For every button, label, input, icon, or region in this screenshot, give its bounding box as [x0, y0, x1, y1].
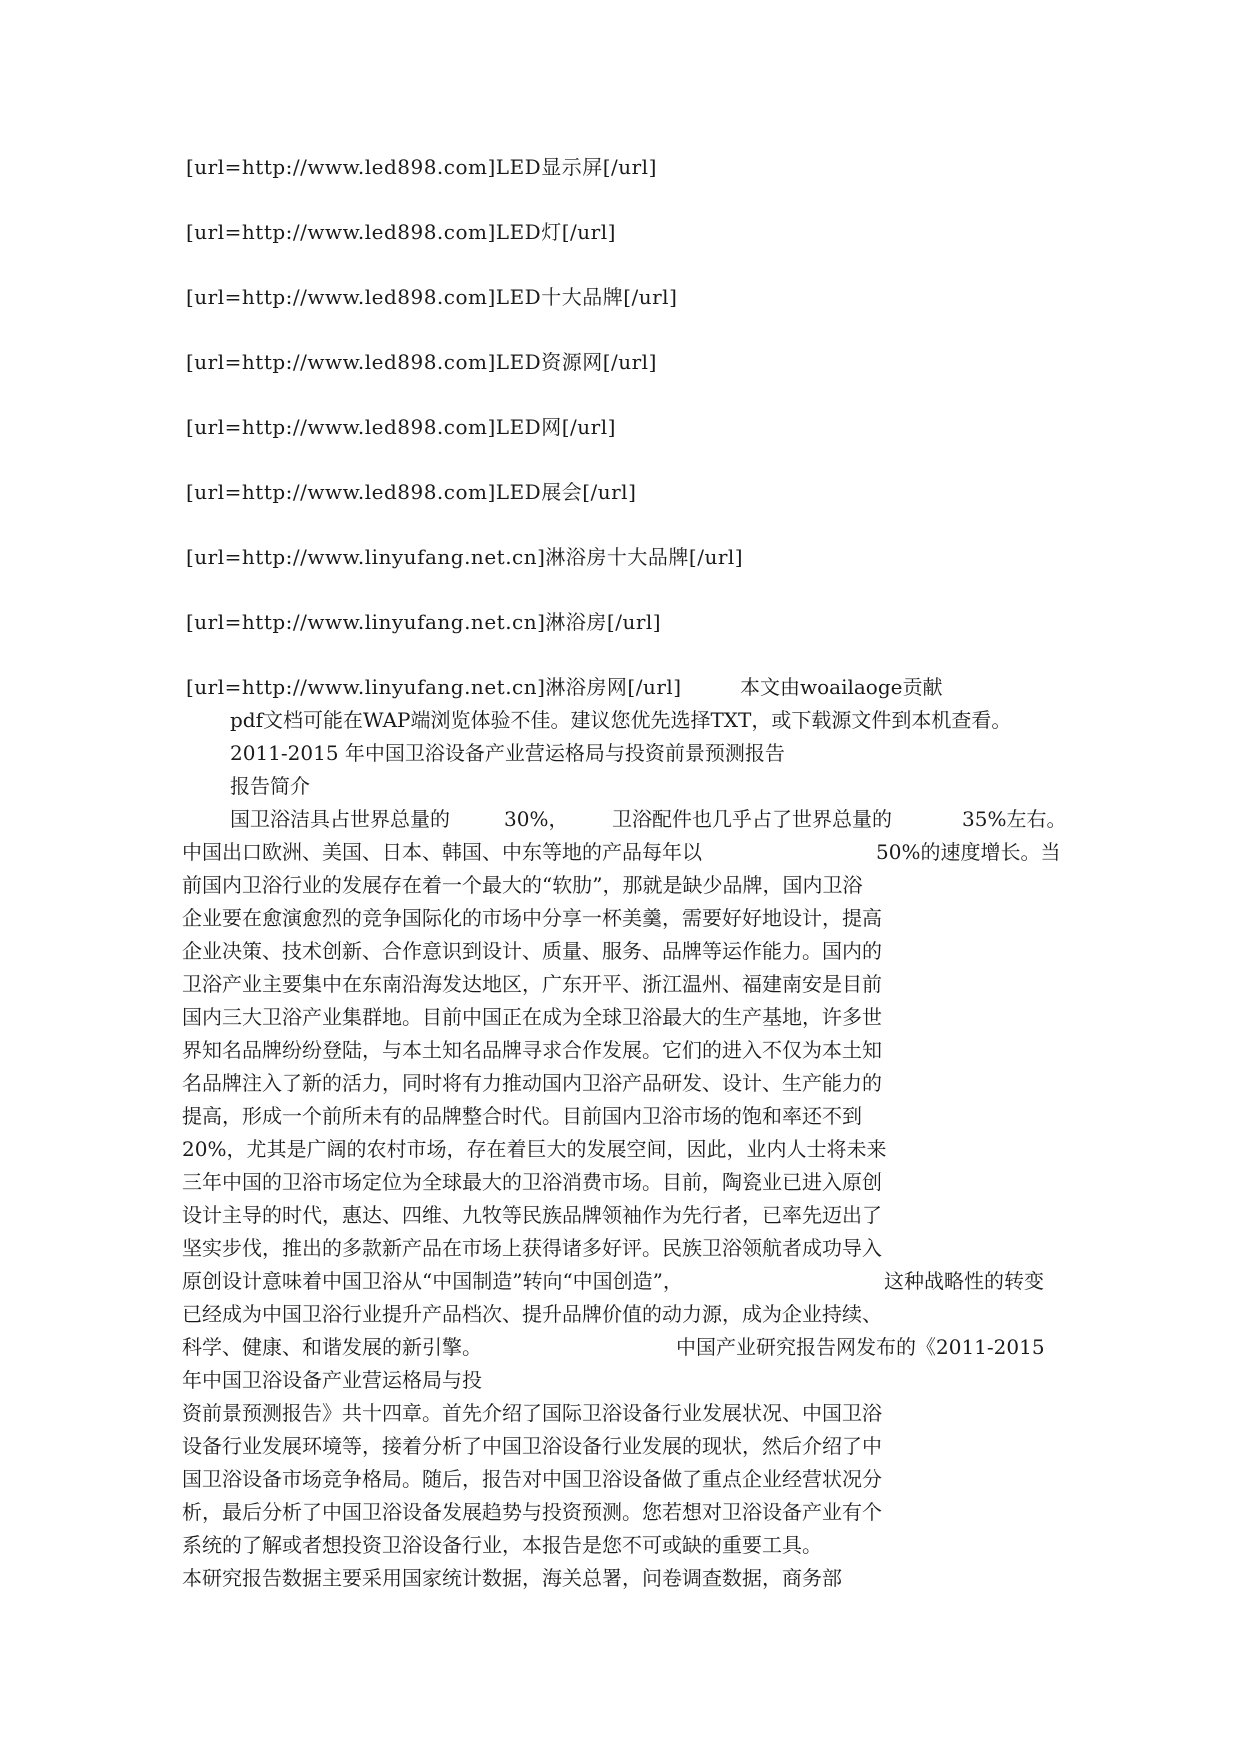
link-line-8: [url=http://www.linyufang.net.cn]淋浴房[/url] — [186, 610, 662, 634]
para1-line17-b: 中国产业研究报告网发布的《2011-2015 — [676, 1335, 1045, 1359]
para1-line: 企业要在愈演愈烈的竞争国际化的市场中分享一杯美羹，需要好好地设计，提高 — [182, 906, 882, 930]
link-line-3: [url=http://www.led898.com]LED十大品牌[/url] — [186, 285, 678, 309]
para2-line: 资前景预测报告》共十四章。首先介绍了国际卫浴设备行业发展状况、中国卫浴 — [182, 1401, 882, 1425]
para1-line: 前国内卫浴行业的发展存在着一个最大的“软肋”，那就是缺少品牌，国内卫浴 — [182, 873, 863, 897]
para1-line18: 年中国卫浴设备产业营运格局与投 — [182, 1368, 482, 1392]
link-line-5: [url=http://www.led898.com]LED网[/url] — [186, 415, 616, 439]
para1-line2-a: 中国出口欧洲、美国、日本、韩国、中东等地的产品每年以 — [182, 840, 702, 864]
link-line-9: [url=http://www.linyufang.net.cn]淋浴房网[/url] — [186, 675, 682, 699]
para1-line: 设计主导的时代，惠达、四维、九牧等民族品牌领袖作为先行者，已率先迈出了 — [182, 1203, 882, 1227]
para1-line15-a: 原创设计意味着中国卫浴从“中国制造”转向“中国创造”， — [182, 1269, 683, 1293]
link-line-1: [url=http://www.led898.com]LED显示屏[/url] — [186, 155, 657, 179]
para2-line: 国卫浴设备市场竞争格局。随后，报告对中国卫浴设备做了重点企业经营状况分 — [182, 1467, 882, 1491]
para1-line1-a: 国卫浴洁具占世界总量的 — [230, 807, 450, 831]
para1-line1-d: 35%左右。 — [962, 807, 1067, 831]
para2-line: 系统的了解或者想投资卫浴设备行业，本报告是您不可或缺的重要工具。 — [182, 1533, 822, 1557]
para1-line: 国内三大卫浴产业集群地。目前中国正在成为全球卫浴最大的生产基地，许多世 — [182, 1005, 882, 1029]
link-line-7: [url=http://www.linyufang.net.cn]淋浴房十大品牌[/url] — [186, 545, 744, 569]
para1-line1-b: 30%， — [504, 807, 569, 831]
section-heading: 报告简介 — [230, 774, 310, 798]
para2-line: 设备行业发展环境等，接着分析了中国卫浴设备行业发展的现状，然后介绍了中 — [182, 1434, 882, 1458]
para1-line: 卫浴产业主要集中在东南沿海发达地区，广东开平、浙江温州、福建南安是目前 — [182, 972, 882, 996]
pdf-notice: pdf文档可能在WAP端浏览体验不佳。建议您优先选择TXT，或下载源文件到本机查看。 — [230, 708, 1012, 732]
report-title: 2011-2015 年中国卫浴设备产业营运格局与投资前景预测报告 — [230, 741, 785, 765]
para1-line: 提高，形成一个前所未有的品牌整合时代。目前国内卫浴市场的饱和率还不到 — [182, 1104, 862, 1128]
para1-line: 坚实步伐，推出的多款新产品在市场上获得诸多好评。民族卫浴领航者成功导入 — [182, 1236, 882, 1260]
para1-line: 三年中国的卫浴市场定位为全球最大的卫浴消费市场。目前，陶瓷业已进入原创 — [182, 1170, 882, 1194]
link-line-4: [url=http://www.led898.com]LED资源网[/url] — [186, 350, 657, 374]
para1-line2-b: 50%的速度增长。当 — [876, 840, 1061, 864]
para1-line: 20%，尤其是广阔的农村市场，存在着巨大的发展空间，因此，业内人士将未来 — [182, 1137, 887, 1161]
link-line-2: [url=http://www.led898.com]LED灯[/url] — [186, 220, 616, 244]
link-line-6: [url=http://www.led898.com]LED展会[/url] — [186, 480, 637, 504]
para1-line: 界知名品牌纷纷登陆，与本土知名品牌寻求合作发展。它们的进入不仅为本土知 — [182, 1038, 882, 1062]
para1-line16: 已经成为中国卫浴行业提升产品档次、提升品牌价值的动力源，成为企业持续、 — [182, 1302, 882, 1326]
para1-line: 企业决策、技术创新、合作意识到设计、质量、服务、品牌等运作能力。国内的 — [182, 939, 882, 963]
para1-line15-b: 这种战略性的转变 — [884, 1269, 1044, 1293]
para1-line17-a: 科学、健康、和谐发展的新引擎。 — [182, 1335, 482, 1359]
contributor-note: 本文由woailaoge贡献 — [740, 675, 943, 699]
para1-line: 名品牌注入了新的活力，同时将有力推动国内卫浴产品研发、设计、生产能力的 — [182, 1071, 882, 1095]
para1-line1-c: 卫浴配件也几乎占了世界总量的 — [612, 807, 892, 831]
data-source-line: 本研究报告数据主要采用国家统计数据，海关总署，问卷调查数据，商务部 — [182, 1566, 842, 1590]
para2-line: 析，最后分析了中国卫浴设备发展趋势与投资预测。您若想对卫浴设备产业有个 — [182, 1500, 882, 1524]
